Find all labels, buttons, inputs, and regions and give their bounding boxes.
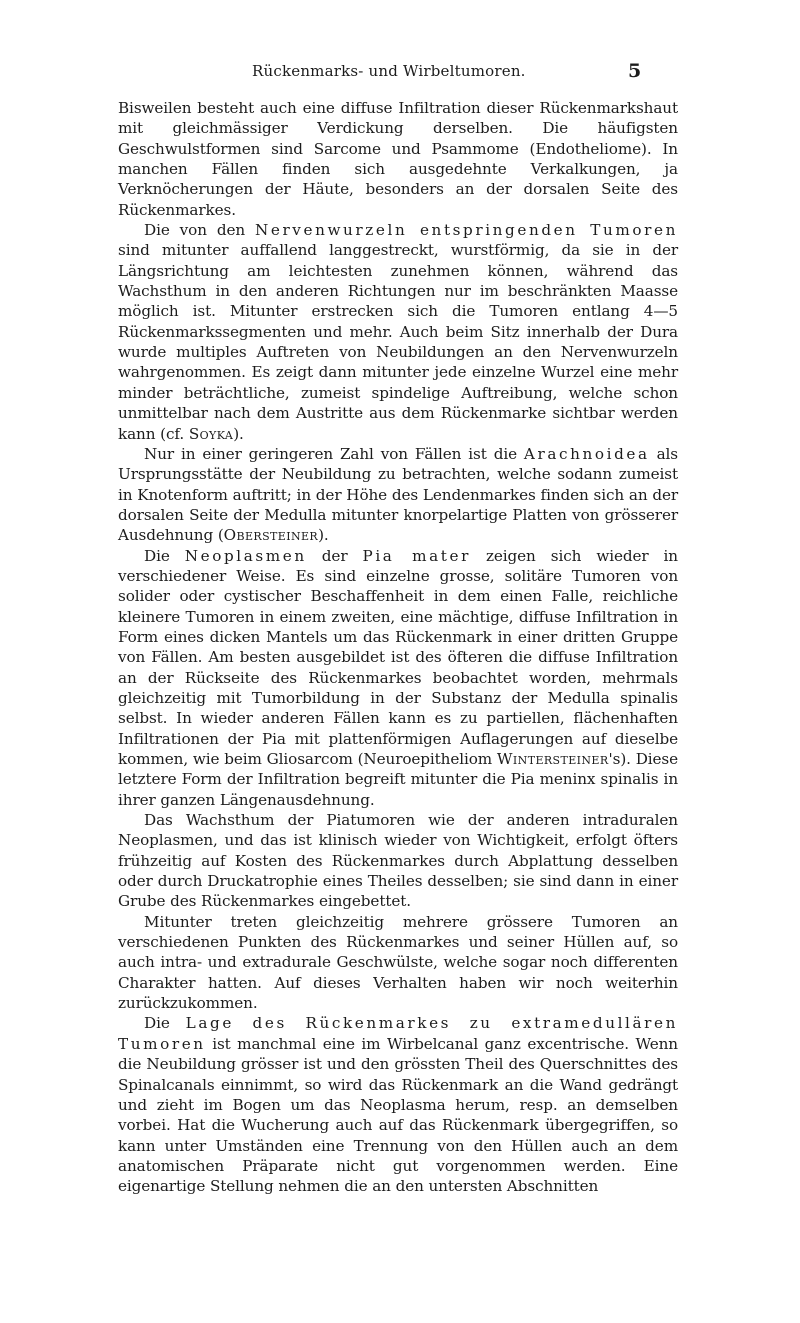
paragraph [118,1013,678,1196]
author-citation: Obersteiner [223,526,319,545]
text-run: ). [233,424,244,443]
spaced-emphasis: Arachnoidea [523,444,650,463]
text-run: Bisweilen besteht auch eine diffuse Infiltration dieser Rückenmarkshaut mit gleichmässiger Verdickung derselben. Die häufigsten Geschwulstformen sind Sarcome und Psammome (Endotheliome). In manchen Fällen finden sich ausgedehnte Verkalkungen, ja Verknöcherungen der Häute, besonders an der dorsalen Seite des Rückenmarkes. [118,99,678,219]
spaced-emphasis: Pia mater [362,546,471,565]
spaced-emphasis: Neoplasmen [184,546,307,565]
text-run: ist manchmal eine im Wirbelcanal ganz excentrische. Wenn die Neubildung grösser ist und den grössten Theil des Querschnittes des Spinalcanals einnimmt, so wird das Rückenmark an die Wand gedrängt und zieht im Bogen um das Neoplasma herum, resp. an demselben vorbei. Hat die Wucherung auch auf das Rückenmark übergegriffen, so kann unter Umständen eine Trennung von den Hüllen auch an dem anatomischen Präparate nicht gut vorgenommen werden. Eine eigenartige Stellung nehmen die an den untersten Abschnitten [118,1034,678,1196]
paragraph [118,220,678,444]
text-run: als Ursprungsstätte der Neubildung zu betrachten, welche sodann zumeist in Knotenform auftritt; in der Höhe des Lendenmarkes finden sich an der dorsalen Seite der Medulla mitunter knorpelartige Platten von grösserer Ausdehnung ( [118,444,678,545]
text-run: Die [144,546,185,565]
text-run: Die [144,1014,186,1033]
author-citation: Soyka [188,424,234,443]
text-run: Die von den [144,221,255,240]
paragraph [118,810,678,912]
spaced-emphasis: Lage des Rückenmarkes zu extramedullären Tumoren [118,1014,678,1053]
text-run: ). [318,526,329,545]
spaced-emphasis: Nervenwurzeln entspringenden Tumoren [254,221,678,240]
text-run: zeigen sich wieder in verschiedener Weise. Es sind einzelne grosse, solitäre Tumoren von solider oder cystischer Beschaffenheit in dem einen Falle, reichliche kleinere Tumoren in einem zweiten, eine mächtige, diffuse Infiltration in Form eines dicken Mantels um das Rückenmark in einer dritten Gruppe von Fällen. Am besten ausgebildet ist des öfteren die diffuse Infiltration an der Rückseite des Rückenmarkes beobachtet worden, mehrmals gleichzeitig mit Tumorbildung in der Substanz der Medulla spinalis selbst. In wieder anderen Fällen kann es zu partiellen, flächenhaften Infiltrationen der Pia mit plattenförmigen Auflagerungen auf dieselbe kommen, wie beim Gliosarcom (Neuroepitheliom [118,546,678,768]
text-run: der [306,546,363,565]
paragraph [118,546,678,810]
author-citation: Wintersteiner [496,750,609,768]
text-run: sind mitunter auffallend langgestreckt, wurstförmig, da sie in der Längsrichtung am leichtesten zunehmen können, während das Wachsthum in den anderen Richtungen nur im beschränkten Maasse möglich ist. Mitunter erstrecken sich die Tumoren entlang 4—5 Rückenmarkssegmenten und mehr. Auch beim Sitz innerhalb der Dura wurde multiples Auftreten von Neubildungen an den Nervenwurzeln wahrgenommen. Es zeigt dann mitunter jede einzelne Wurzel eine mehr minder beträchtliche, zumeist spindelige Auftreibung, welche schon unmittelbar nach dem Austritte aus dem Rückenmarke sichtbar werden kann (cf. [118,241,678,443]
text-run: 's). Diese letztere Form der Infiltration begreift mitunter die Pia meninx spinalis in ihrer ganzen Längenausdehnung. [118,750,678,809]
text-run: Das Wachsthum der Piatumoren wie der anderen intraduralen Neoplasmen, und das ist klinisch wieder von Wichtigkeit, erfolgt öfters frühzeitig auf Kosten des Rückenmarkes durch Abplattung desselben oder durch Druckatrophie eines Theiles desselben; sie sind dann in einer Grube des Rückenmarkes eingebettet. [118,811,678,911]
running-header: Rückenmarks- und Wirbeltumoren. [252,62,526,80]
body-text [118,98,678,1197]
paragraph [118,444,678,546]
page-number: 5 [628,60,642,82]
paragraph [118,98,678,220]
text-run: Nur in einer geringeren Zahl von Fällen ist die [144,444,524,463]
text-run: Mitunter treten gleichzeitig mehrere grössere Tumoren an verschiedenen Punkten des Rückenmarkes und seiner Hüllen auf, so auch intra- und extradurale Geschwülste, welche sogar noch differenten Charakter hatten. Auf dieses Verhalten haben wir noch weiterhin zurückzukommen. [118,912,678,1013]
paragraph [118,912,678,1014]
